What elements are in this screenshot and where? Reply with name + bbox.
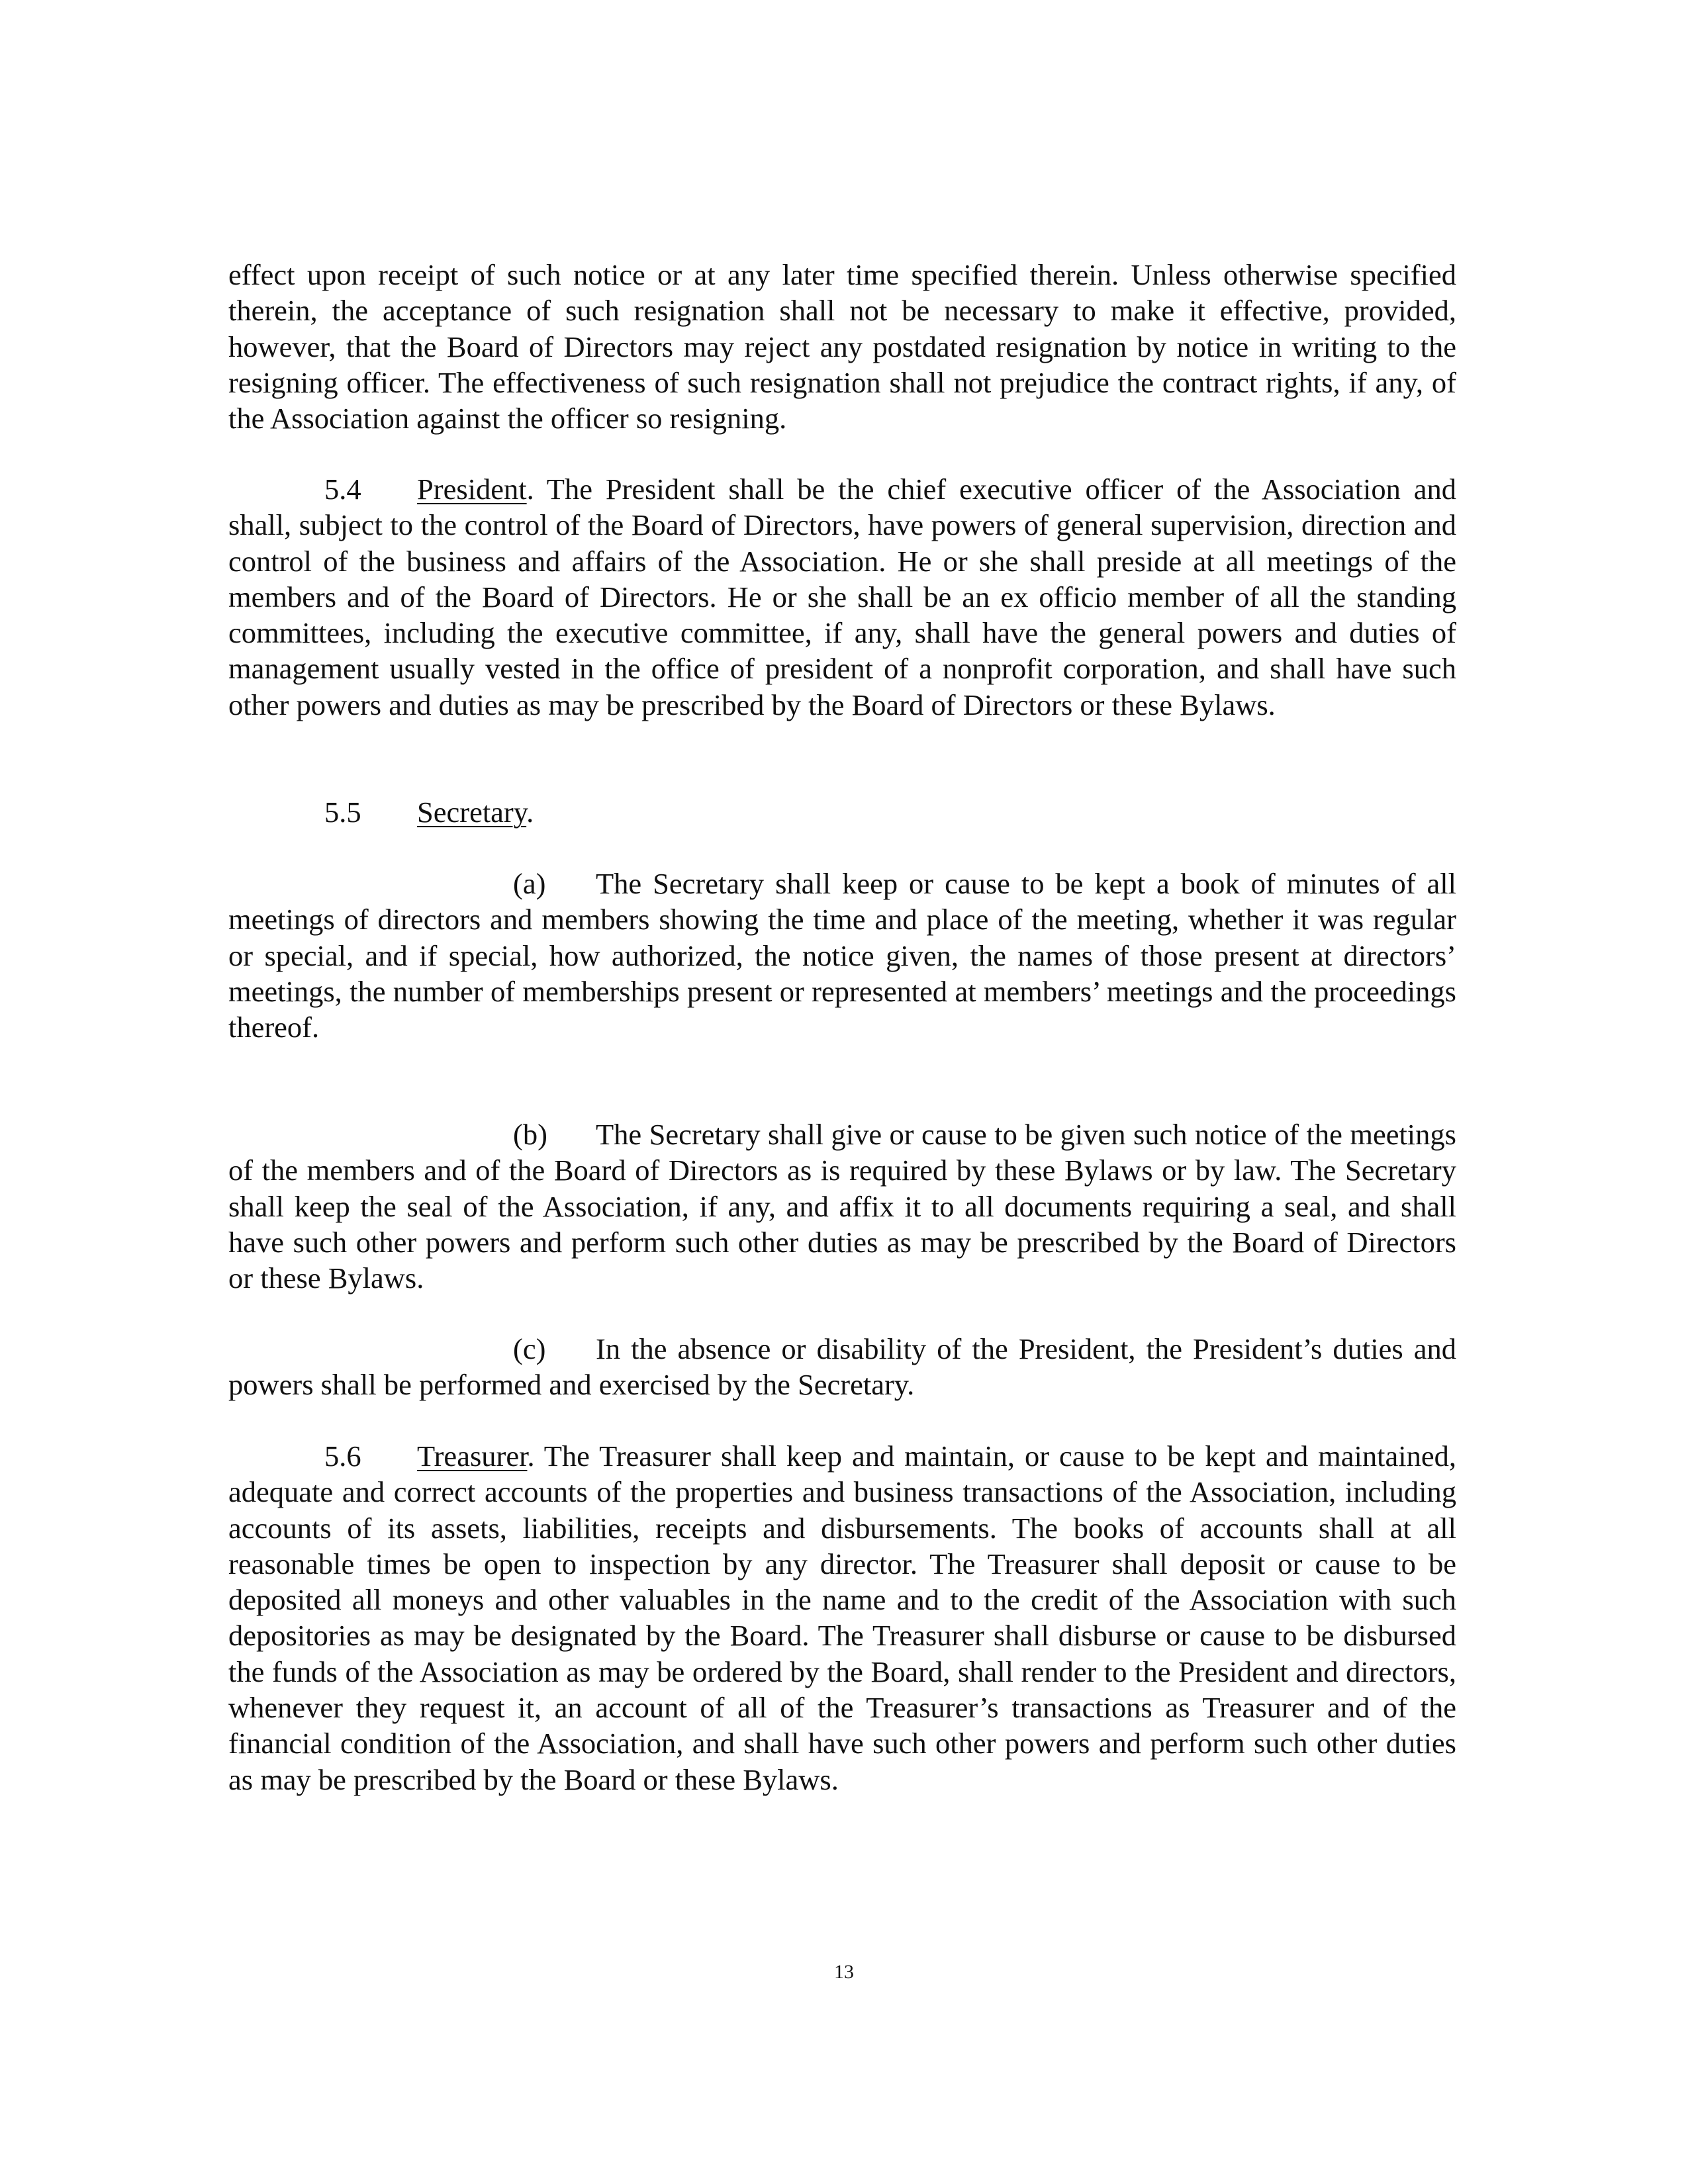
- section-5-4-body: . The President shall be the chief executive officer of the Association and shall, subject to the control of the Board of Directors, have powers of general supervision, direction and control of the business and affairs of the Association. He or she shall preside at all meetings of the members and of the Board of Directors. He or she shall be an ex officio member of all the standing committees, including the executive committee, if any, shall have the general powers and duties of management usually vested in the office of president of a nonprofit corporation, and shall have such other powers and duties as may be prescribed by the Board of Directors or these Bylaws.: [228, 473, 1456, 721]
- section-5-6-body: . The Treasurer shall keep and maintain, or cause to be kept and maintained, adequate and correct accounts of the properties and business transactions of the Association, including accounts of its assets, liabilities, receipts and disbursements. The books of accounts shall at all reasonable times be open to inspection by any director. The Treasurer shall deposit or cause to be deposited all moneys and other valuables in the name and to the credit of the Association with such depositories as may be designated by the Board. The Treasurer shall disburse or cause to be disbursed the funds of the Association as may be ordered by the Board, shall render to the President and directors, whenever they request it, an account of all of the Treasurer’s transactions as Treasurer and of the financial condition of the Association, and shall have such other powers and perform such other duties as may be prescribed by the Board or these Bylaws.: [228, 1439, 1456, 1796]
- section-5-4-number: 5.4: [324, 473, 361, 506]
- section-5-5-a-text: The Secretary shall keep or cause to be kept a book of minutes of all meetings of directors and members showing the time and place of the meeting, whether it was regular or special, and if special, how authorized, the notice given, the names of those present at directors’ meetings, the number of memberships present or represented at members’ meetings and the proceedings thereof.: [228, 867, 1456, 1044]
- section-5-5-a-paragraph: [228, 866, 1456, 1045]
- section-5-5-title-suffix: .: [526, 796, 534, 829]
- section-5-5-c-label: (c): [513, 1332, 546, 1365]
- section-5-5-c-paragraph: [228, 1331, 1456, 1403]
- section-5-5-c-text: In the absence or disability of the President, the President’s duties and powers shall be performed and exercised by the Secretary.: [228, 1332, 1456, 1402]
- section-5-4-title: President: [417, 473, 527, 506]
- section-5-5-b-paragraph: [228, 1116, 1456, 1296]
- continuation-paragraph: effect upon receipt of such notice or at any later time specified therein. Unless otherwise specified therein, the acceptance of such resignation shall not be necessary to make it effective, provided, however, that the Board of Directors may reject any postdated resignation by notice in writing to the resigning officer. The effectiveness of such resignation shall not prejudice the contract rights, if any, of the Association against the officer so resigning.: [228, 258, 1456, 435]
- section-5-5-title: Secretary: [417, 796, 527, 829]
- section-5-5-b-label: (b): [513, 1118, 547, 1151]
- section-5-5-heading: [228, 794, 1456, 830]
- page-number: 13: [834, 1961, 854, 1983]
- section-5-4-paragraph: [228, 471, 1456, 723]
- section-5-5-number: 5.5: [324, 796, 361, 829]
- section-5-6-title: Treasurer: [417, 1439, 528, 1473]
- section-5-6-paragraph: [228, 1438, 1456, 1797]
- section-5-5-b-text: The Secretary shall give or cause to be given such notice of the meetings of the members and of the Board of Directors as is required by these Bylaws or by law. The Secretary shall keep the seal of the Association, if any, and affix it to all documents requiring a seal, and shall have such other powers and perform such other duties as may be prescribed by the Board of Directors or these Bylaws.: [228, 1118, 1456, 1295]
- section-5-5-a-label: (a): [513, 867, 546, 900]
- section-5-6-number: 5.6: [324, 1439, 361, 1473]
